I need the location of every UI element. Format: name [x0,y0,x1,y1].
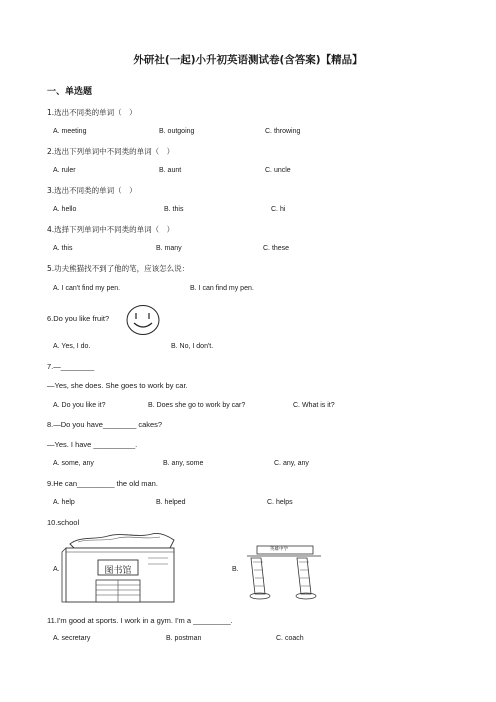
q3-option-b[interactable]: B. this [164,206,184,213]
section-heading: 一、单选题 [47,87,93,97]
q5-option-b[interactable]: B. I can find my pen. [190,285,254,292]
q9-option-a[interactable]: A. help [53,499,75,506]
question-6: 6.Do you like fruit? [47,314,110,323]
q3-option-a[interactable]: A. hello [53,206,77,213]
q8-option-a[interactable]: A. some, any [53,460,94,467]
q4-option-c[interactable]: C. these [263,245,290,252]
school-gate-sign-text: 英雄中学 [270,547,288,552]
question-5: 5.功夫熊猫找不到了他的笔，应该怎么说： [47,264,190,273]
q4-option-a[interactable]: A. this [53,245,73,252]
question-8-reply: —Yes. I have __________. [47,440,138,449]
school-gate-image[interactable] [243,544,325,600]
q6-option-b[interactable]: B. No, I don't. [171,343,214,350]
question-7: 7.—________ [47,362,95,371]
question-4: 4.选择下列单词中不同类的单词（ ） [47,225,175,234]
q1-option-c[interactable]: C. throwing [265,128,301,135]
q2-option-b[interactable]: B. aunt [159,167,182,174]
question-11: 11.I'm good at sports. I work in a gym. I'm a _________. [47,616,233,625]
page-title: 外研社(一起)小升初英语测试卷(含答案)【精品】 [133,54,363,66]
question-1: 1.选出不同类的单词（ ） [47,108,137,117]
q3-option-c[interactable]: C. hi [271,206,286,213]
q8-option-b[interactable]: B. any, some [163,460,204,467]
question-10: 10.school [47,518,80,527]
q9-option-b[interactable]: B. helped [156,499,186,506]
q7-option-b[interactable]: B. Does she go to work by car? [148,402,246,409]
question-8: 8.—Do you have________ cakes? [47,420,163,429]
q1-option-b[interactable]: B. outgoing [159,128,195,135]
q5-option-a[interactable]: A. I can't find my pen. [53,285,121,292]
q7-option-c[interactable]: C. What is it? [293,402,335,409]
smiley-face-icon [125,304,161,336]
q2-option-a[interactable]: A. ruler [53,167,76,174]
q10-option-b[interactable]: B. [232,566,239,573]
q11-option-b[interactable]: B. postman [166,635,202,642]
library-sign-text: 图书馆 [104,566,132,576]
q11-option-a[interactable]: A. secretary [53,635,91,642]
q10-option-a[interactable]: A. [53,566,60,573]
q11-option-c[interactable]: C. coach [276,635,304,642]
q7-option-a[interactable]: A. Do you like it? [53,402,106,409]
q8-option-c[interactable]: C. any, any [274,460,309,467]
question-7-reply: —Yes, she does. She goes to work by car. [47,381,188,390]
question-9: 9.He can_________ the old man. [47,479,158,488]
q6-option-a[interactable]: A. Yes, I do. [53,343,91,350]
q1-option-a[interactable]: A. meeting [53,128,87,135]
q9-option-c[interactable]: C. helps [267,499,293,506]
question-3: 3.选出不同类的单词（ ） [47,186,137,195]
question-2: 2.选出下列单词中不同类的单词（ ） [47,147,175,156]
q4-option-b[interactable]: B. many [156,245,182,252]
q2-option-c[interactable]: C. uncle [265,167,291,174]
